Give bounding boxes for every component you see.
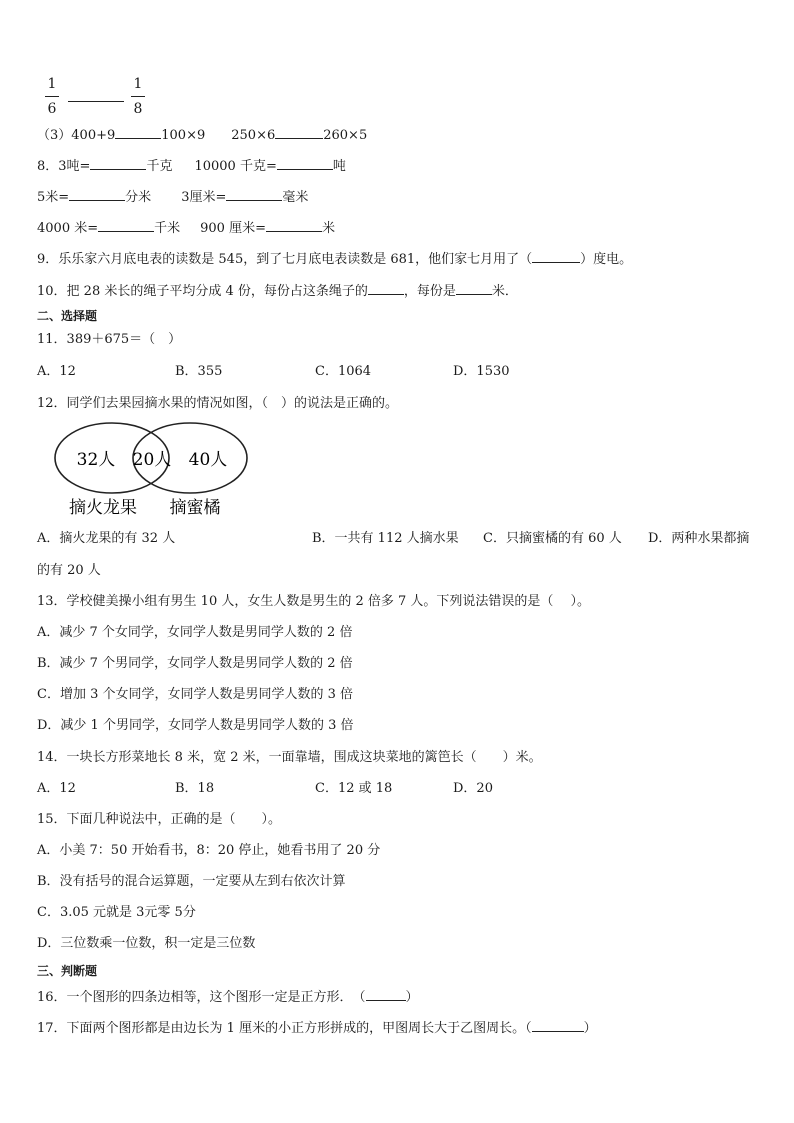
q8-r2-b: 3厘米= <box>181 190 227 205</box>
q17-blank[interactable] <box>532 1018 584 1032</box>
section-title-judgement: 三、判断题 <box>37 964 98 978</box>
fraction-right-numerator: 1 <box>133 76 143 92</box>
q8-row-1 <box>37 155 346 176</box>
q8-r3-blank-b[interactable] <box>266 217 322 232</box>
q12-option-d-continued: 的有 20 人 <box>37 563 101 578</box>
q3-blank-2[interactable] <box>275 124 323 139</box>
q13-option-b[interactable]: B．减少 7 个男同学，女同学人数是男同学人数的 2 倍 <box>37 656 353 671</box>
q13-stem: 13．学校健美操小组有男生 10 人，女生人数是男生的 2 倍多 7 人。下列说法错误的是（ ）。 <box>37 594 591 609</box>
q14-option-d[interactable]: D．20 <box>453 781 493 796</box>
q8-label: 8． <box>37 159 59 174</box>
q8-r1-blank-a[interactable] <box>90 155 146 170</box>
q17-text-end: ） <box>583 1021 597 1036</box>
q12-option-c[interactable]: C．只摘蜜橘的有 60 人 <box>483 531 622 546</box>
q8-r3-a: 4000 米= <box>37 221 99 236</box>
q8-r2-b-unit: 毫米 <box>282 190 309 205</box>
venn-left-count: 32人 <box>76 450 116 470</box>
q8-r1-blank-b[interactable] <box>277 155 333 170</box>
q15-option-d[interactable]: D．三位数乘一位数，积一定是三位数 <box>37 936 256 951</box>
q13-option-c[interactable]: C．增加 3 个女同学，女同学人数是男同学人数的 3 倍 <box>37 687 354 702</box>
q8-r3-blank-a[interactable] <box>98 217 154 232</box>
q11-option-a[interactable]: A．12 <box>37 364 76 379</box>
q10-text-mid: ，每份是 <box>403 284 456 299</box>
q14-option-b[interactable]: B．18 <box>175 781 215 796</box>
fraction-left-numerator: 1 <box>47 76 57 92</box>
fraction-left-denominator: 6 <box>47 101 57 117</box>
q9-blank[interactable] <box>532 249 580 263</box>
q11-option-b[interactable]: B．355 <box>175 364 223 379</box>
q8-row-2 <box>37 186 308 207</box>
q11-option-d[interactable]: D．1530 <box>453 364 510 379</box>
q8-r1-b-unit: 吨 <box>332 159 346 174</box>
fraction-left <box>45 76 59 117</box>
q8-row-3 <box>37 217 335 238</box>
q11-option-c[interactable]: C．1064 <box>315 364 372 379</box>
q12-stem: 12．同学们去果园摘水果的情况如图，（ ）的说法是正确的。 <box>37 396 399 411</box>
q10-blank-1[interactable] <box>368 280 404 295</box>
q3-expr-d: 260×5 <box>323 128 368 143</box>
venn-right-label: 摘蜜橘 <box>169 498 221 518</box>
q15-stem: 15．下面几种说法中，正确的是（ ）。 <box>37 812 282 827</box>
q16-blank[interactable] <box>366 987 406 1001</box>
q10-text: 10．把 28 米长的绳子平均分成 4 份，每份占这条绳子的 <box>37 284 368 299</box>
q13-option-a[interactable]: A．减少 7 个女同学，女同学人数是男同学人数的 2 倍 <box>37 625 353 640</box>
q11-stem: 11．389＋675＝（ ） <box>37 332 182 347</box>
q15-option-b[interactable]: B．没有括号的混合运算题，一定要从左到右依次计算 <box>37 874 346 889</box>
venn-right-count: 40人 <box>188 450 228 470</box>
q3-expr-b: 100×9 <box>161 128 206 143</box>
q12-option-b[interactable]: B．一共有 112 人摘水果 <box>312 531 459 546</box>
q15-option-a[interactable]: A．小美 7：50 开始看书，8：20 停止，她看书用了 20 分 <box>37 843 381 858</box>
fraction-right-denominator: 8 <box>133 101 143 117</box>
q9-text-end: ）度电。 <box>580 252 633 267</box>
q8-r3-b: 900 厘米= <box>200 221 266 236</box>
q14-option-c[interactable]: C．12 或 18 <box>315 781 393 796</box>
section-title-choice: 二、选择题 <box>37 309 98 323</box>
q10-blank-2[interactable] <box>456 280 492 295</box>
q8-r2-a-unit: 分米 <box>125 190 152 205</box>
q3-expr-a: 400+9 <box>71 128 116 143</box>
q8-r2-a: 5米= <box>37 190 70 205</box>
q8-r1-b: 10000 千克= <box>194 159 277 174</box>
venn-left-label: 摘火龙果 <box>69 498 137 518</box>
fraction-right <box>131 76 145 117</box>
q9-text: 9．乐乐家六月底电表的读数是 545，到了七月底电表读数是 681，他们家七月用了（ <box>37 252 533 267</box>
venn-middle-count: 20人 <box>132 450 172 470</box>
q14-option-a[interactable]: A．12 <box>37 781 76 796</box>
compare-blank[interactable] <box>68 101 124 102</box>
q10-text-end: 米． <box>491 284 518 299</box>
q13-option-d[interactable]: D．减少 1 个男同学，女同学人数是男同学人数的 3 倍 <box>37 718 354 733</box>
q17-text: 17．下面两个图形都是由边长为 1 厘米的小正方形拼成的，甲图周长大于乙图周长。（ <box>37 1021 532 1036</box>
q9 <box>37 249 632 269</box>
q16 <box>37 987 419 1007</box>
q15-option-c[interactable]: C．3.05 元就是 3元零 5分 <box>37 905 196 920</box>
q12-option-d[interactable]: D．两种水果都摘 <box>648 531 750 546</box>
q8-r3-b-unit: 米 <box>321 221 335 236</box>
q8-r3-a-unit: 千米 <box>154 221 181 236</box>
q16-text: 16．一个图形的四条边相等，这个图形一定是正方形． （ <box>37 990 366 1005</box>
q16-text-end: ） <box>405 990 419 1005</box>
q10 <box>37 280 518 301</box>
venn-diagram <box>50 420 255 520</box>
q17 <box>37 1018 597 1038</box>
q3-blank-1[interactable] <box>115 124 161 139</box>
q3-label: （3） <box>37 128 72 143</box>
q12-option-a[interactable]: A．摘火龙果的有 32 人 <box>37 531 176 546</box>
q8-r2-blank-b[interactable] <box>226 186 282 201</box>
q8-r2-blank-a[interactable] <box>69 186 125 201</box>
q3-expr-c: 250×6 <box>231 128 276 143</box>
q8-r1-a-unit: 千克 <box>146 159 173 174</box>
q14-stem: 14．一块长方形菜地长 8 米，宽 2 米，一面靠墙，围成这块菜地的篱笆长（ ）米。 <box>37 750 542 765</box>
q3-row <box>37 124 367 145</box>
q8-r1-a: 3吨= <box>58 159 91 174</box>
